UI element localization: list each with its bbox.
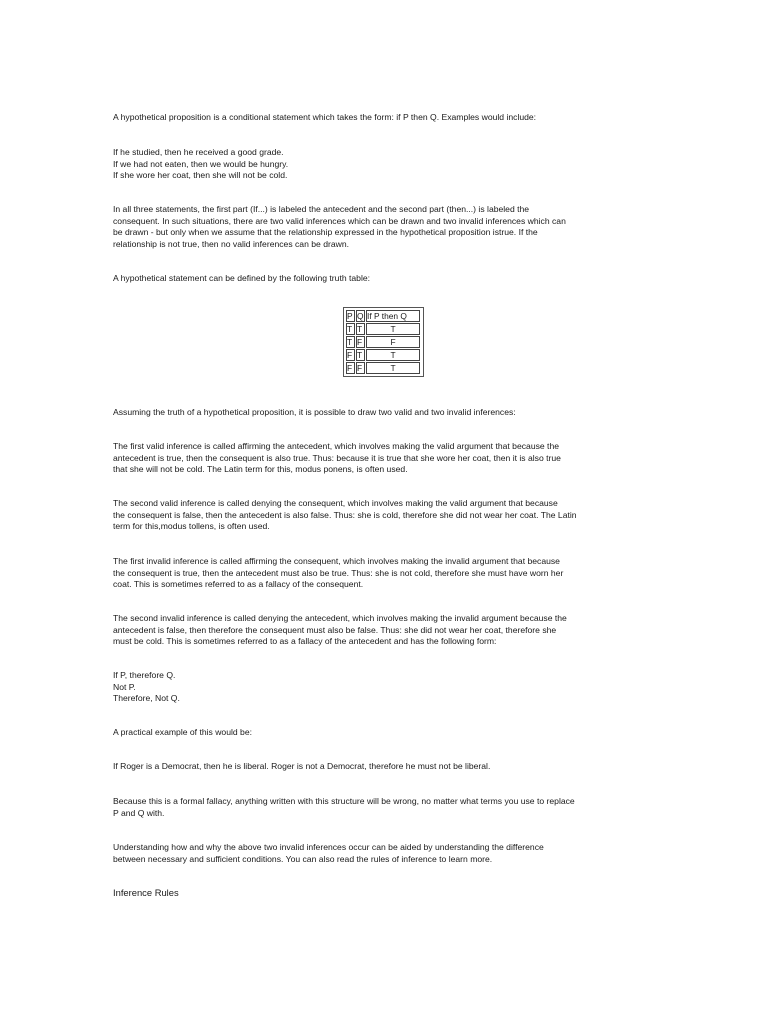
- assuming-line: Assuming the truth of a hypothetical proposition, it is possible to draw two valid and two invalid inferences:: [113, 407, 516, 417]
- examples-paragraph: [113, 147, 648, 182]
- truth-table-cell: F: [346, 349, 355, 361]
- truth-table: [343, 307, 424, 377]
- paragraph-line: P and Q with.: [113, 807, 165, 818]
- paragraph-line: The first valid inference is called affirming the antecedent, which involves making the valid argument that because the: [113, 441, 560, 451]
- truth-table-cell: F: [346, 362, 355, 374]
- example-line: If she wore her coat, then she will not be cold.: [113, 170, 288, 181]
- paragraph-line: Because this is a formal fallacy, anything written with this structure will be wrong, no matter what terms you use to replace: [113, 796, 575, 806]
- paragraph-line: The second valid inference is called denying the consequent, which involves making the valid argument that because: [113, 498, 558, 508]
- second-invalid-paragraph: [113, 613, 648, 648]
- intro-paragraph: [113, 112, 648, 124]
- table-intro-paragraph: [113, 273, 648, 285]
- roger-example-paragraph: [113, 761, 648, 773]
- paragraph-line: Understanding how and why the above two invalid inferences occur can be aided by understanding the difference: [113, 842, 544, 852]
- practical-intro-paragraph: [113, 727, 648, 739]
- truth-table-header-cell: If P then Q: [366, 310, 420, 322]
- paragraph-line: the consequent is true, then the antecedent must also be true. Thus: she is not cold, therefore she must have worn her: [113, 567, 564, 578]
- second-valid-paragraph: [113, 498, 648, 533]
- paragraph-line: the consequent is false, then the antecedent is also false. Thus: she is cold, therefore she did not wear her coat. The Latin: [113, 509, 577, 520]
- paragraph-line: term for this,modus tollens, is often used.: [113, 521, 270, 532]
- antecedent-paragraph: [113, 204, 648, 250]
- paragraph-line: In all three statements, the first part (If...) is labeled the antecedent and the second part (then...) is labeled the: [113, 204, 530, 214]
- paragraph-line: must be cold. This is sometimes referred to as a fallacy of the antecedent and has the following form:: [113, 636, 497, 647]
- first-invalid-paragraph: [113, 556, 648, 591]
- practical-intro-line: A practical example of this would be:: [113, 727, 253, 737]
- inference-rules-label: Inference Rules: [113, 887, 179, 898]
- paragraph-line: coat. This is sometimes referred to as a fallacy of the consequent.: [113, 579, 364, 590]
- roger-example-line: If Roger is a Democrat, then he is liberal. Roger is not a Democrat, therefore he must not be liberal.: [113, 761, 491, 771]
- example-line: If he studied, then he received a good grade.: [113, 147, 284, 157]
- understanding-paragraph: [113, 842, 648, 865]
- paragraph-line: that she will not be cold. The Latin term for this, modus ponens, is often used.: [113, 464, 408, 475]
- form-paragraph: [113, 670, 648, 705]
- truth-table-cell: T: [356, 349, 365, 361]
- truth-table-cell: T: [356, 323, 365, 335]
- truth-table-header-cell: P: [346, 310, 355, 322]
- assuming-paragraph: [113, 407, 648, 419]
- inference-rules-heading: [113, 887, 648, 899]
- truth-table-row: [346, 362, 421, 374]
- truth-table-cell: F: [366, 336, 420, 348]
- paragraph-line: relationship is not true, then no valid inferences can be drawn.: [113, 238, 349, 249]
- formal-fallacy-paragraph: [113, 796, 648, 819]
- table-intro-line: A hypothetical statement can be defined by the following truth table:: [113, 273, 371, 283]
- truth-table-cell: T: [366, 349, 420, 361]
- truth-table-row: [346, 336, 421, 348]
- paragraph-line: be drawn - but only when we assume that the relationship expressed in the hypothetical proposition istrue. If the: [113, 227, 538, 238]
- form-line: If P, therefore Q.: [113, 670, 176, 680]
- paragraph-line: The second invalid inference is called denying the antecedent, which involves making the invalid argument because the: [113, 613, 567, 623]
- paragraph-line: antecedent is true, then the consequent is also true. Thus: because it is true that she wore her coat, then it is also true: [113, 452, 561, 463]
- truth-table-row: [346, 349, 421, 361]
- truth-table-cell: T: [346, 323, 355, 335]
- truth-table-row: [346, 323, 421, 335]
- form-line: Therefore, Not Q.: [113, 693, 180, 704]
- truth-table-header-row: [346, 310, 421, 322]
- truth-table-header-cell: Q: [357, 311, 364, 321]
- example-line: If we had not eaten, then we would be hungry.: [113, 158, 289, 169]
- paragraph-line: consequent. In such situations, there are two valid inferences which can be drawn and two invalid inferences which can: [113, 215, 566, 226]
- truth-table-cell: F: [356, 336, 365, 348]
- form-line: Not P.: [113, 681, 136, 692]
- paragraph-line: between necessary and sufficient conditions. You can also read the rules of inference to learn more.: [113, 853, 493, 864]
- truth-table-cell: F: [356, 362, 365, 374]
- paragraph-line: antecedent is false, then therefore the consequent must also be false. Thus: she did not wear her coat, therefore she: [113, 624, 557, 635]
- intro-line: A hypothetical proposition is a conditional statement which takes the form: if P then Q. Examples would include:: [113, 112, 537, 122]
- paragraph-line: The first invalid inference is called affirming the consequent, which involves making the invalid argument that because: [113, 556, 560, 566]
- truth-table-cell: T: [366, 323, 420, 335]
- truth-table-cell: T: [366, 362, 420, 374]
- truth-table-cell: T: [346, 336, 355, 348]
- first-valid-paragraph: [113, 441, 648, 476]
